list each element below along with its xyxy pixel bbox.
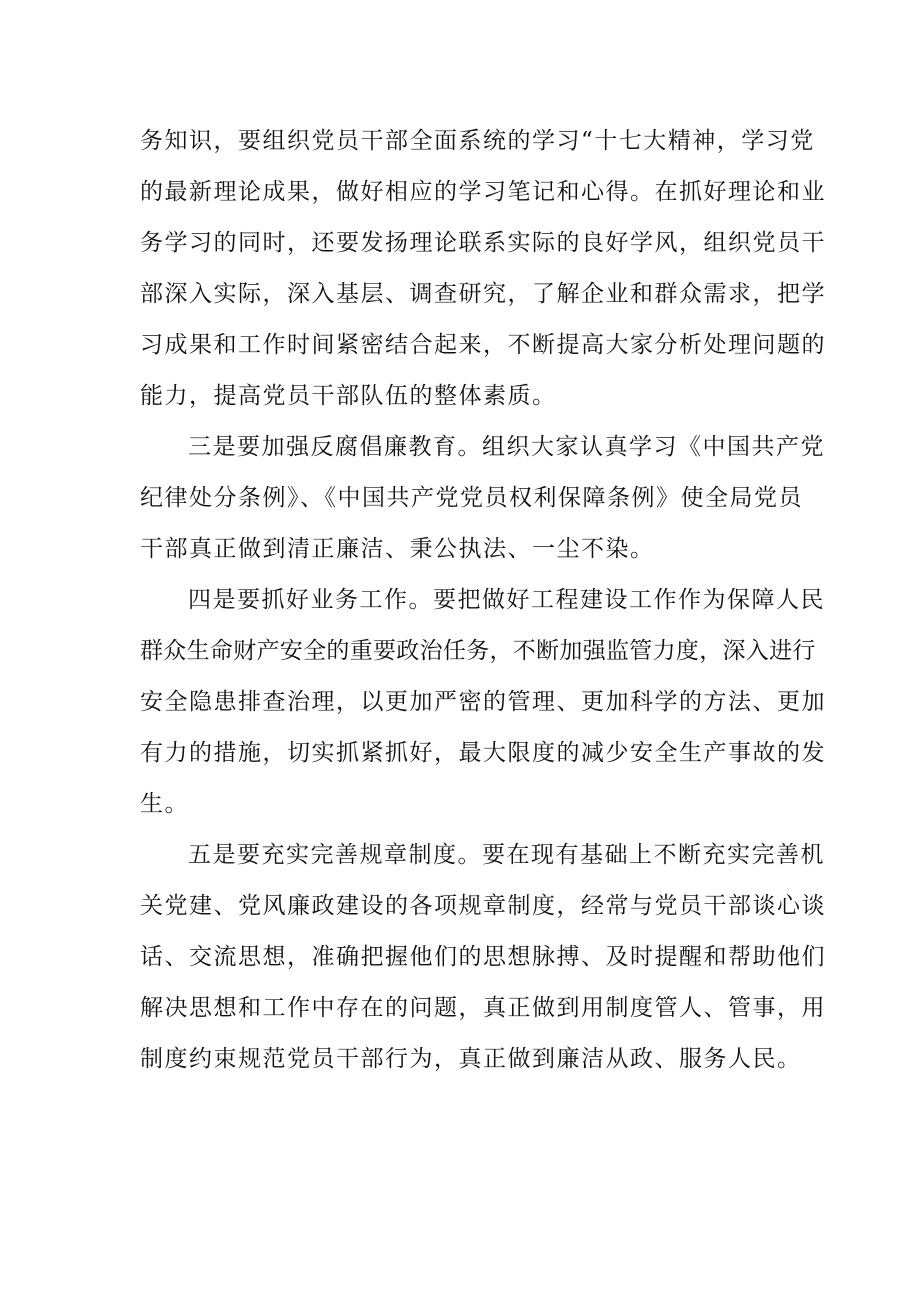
text-line: 务知识，要组织党员干部全面系统的学习“十七大精神，学习党	[140, 128, 815, 154]
paragraph-study-continuation	[140, 116, 826, 422]
text-line: 务学习的同时，还要发扬理论联系实际的良好学风，组织党员干	[140, 230, 826, 256]
text-line: 三是要加强反腐倡廉教育。组织大家认真学习《中国共产党	[188, 434, 825, 460]
text-line: 五是要充实完善规章制度。要在现有基础上不断充实完善机	[188, 842, 825, 868]
text-line: 习成果和工作时间紧密结合起来，不断提高大家分析处理问题的	[140, 332, 826, 358]
paragraph-regulations	[140, 830, 826, 1085]
text-line: 能力，提高党员干部队伍的整体素质。	[140, 383, 557, 409]
text-line: 有力的措施，切实抓紧抓好，最大限度的减少安全生产事故的发	[140, 740, 826, 766]
text-line: 关党建、党风廉政建设的各项规章制度，经常与党员干部谈心谈	[140, 893, 826, 919]
paragraph-anti-corruption	[140, 422, 825, 575]
text-line: 四是要抓好业务工作。要把做好工程建设工作作为保障人民	[188, 587, 825, 613]
text-line: 部深入实际，深入基层、调查研究，了解企业和群众需求，把学	[140, 281, 826, 307]
text-line: 解决思想和工作中存在的问题，真正做到用制度管人、管事，用	[140, 995, 826, 1021]
text-line: 制度约束规范党员干部行为，真正做到廉洁从政、服务人民。	[140, 1046, 802, 1072]
text-line: 干部真正做到清正廉洁、秉公执法、一尘不染。	[140, 536, 655, 562]
text-line: 的最新理论成果，做好相应的学习笔记和心得。在抓好理论和业	[140, 179, 826, 205]
paragraph-business-work	[140, 575, 826, 830]
document-body	[140, 116, 826, 1085]
text-line: 纪律处分条例》、《中国共产党党员权利保障条例》使全局党员	[140, 485, 803, 511]
text-line: 生。	[140, 791, 189, 817]
text-line: 群众生命财产安全的重要政治任务，不断加强监管力度，深入进行	[140, 638, 816, 664]
text-line: 安全隐患排查治理，以更加严密的管理、更加科学的方法、更加	[140, 689, 826, 715]
text-line: 话、交流思想，准确把握他们的思想脉搏、及时提醒和帮助他们	[140, 944, 826, 970]
